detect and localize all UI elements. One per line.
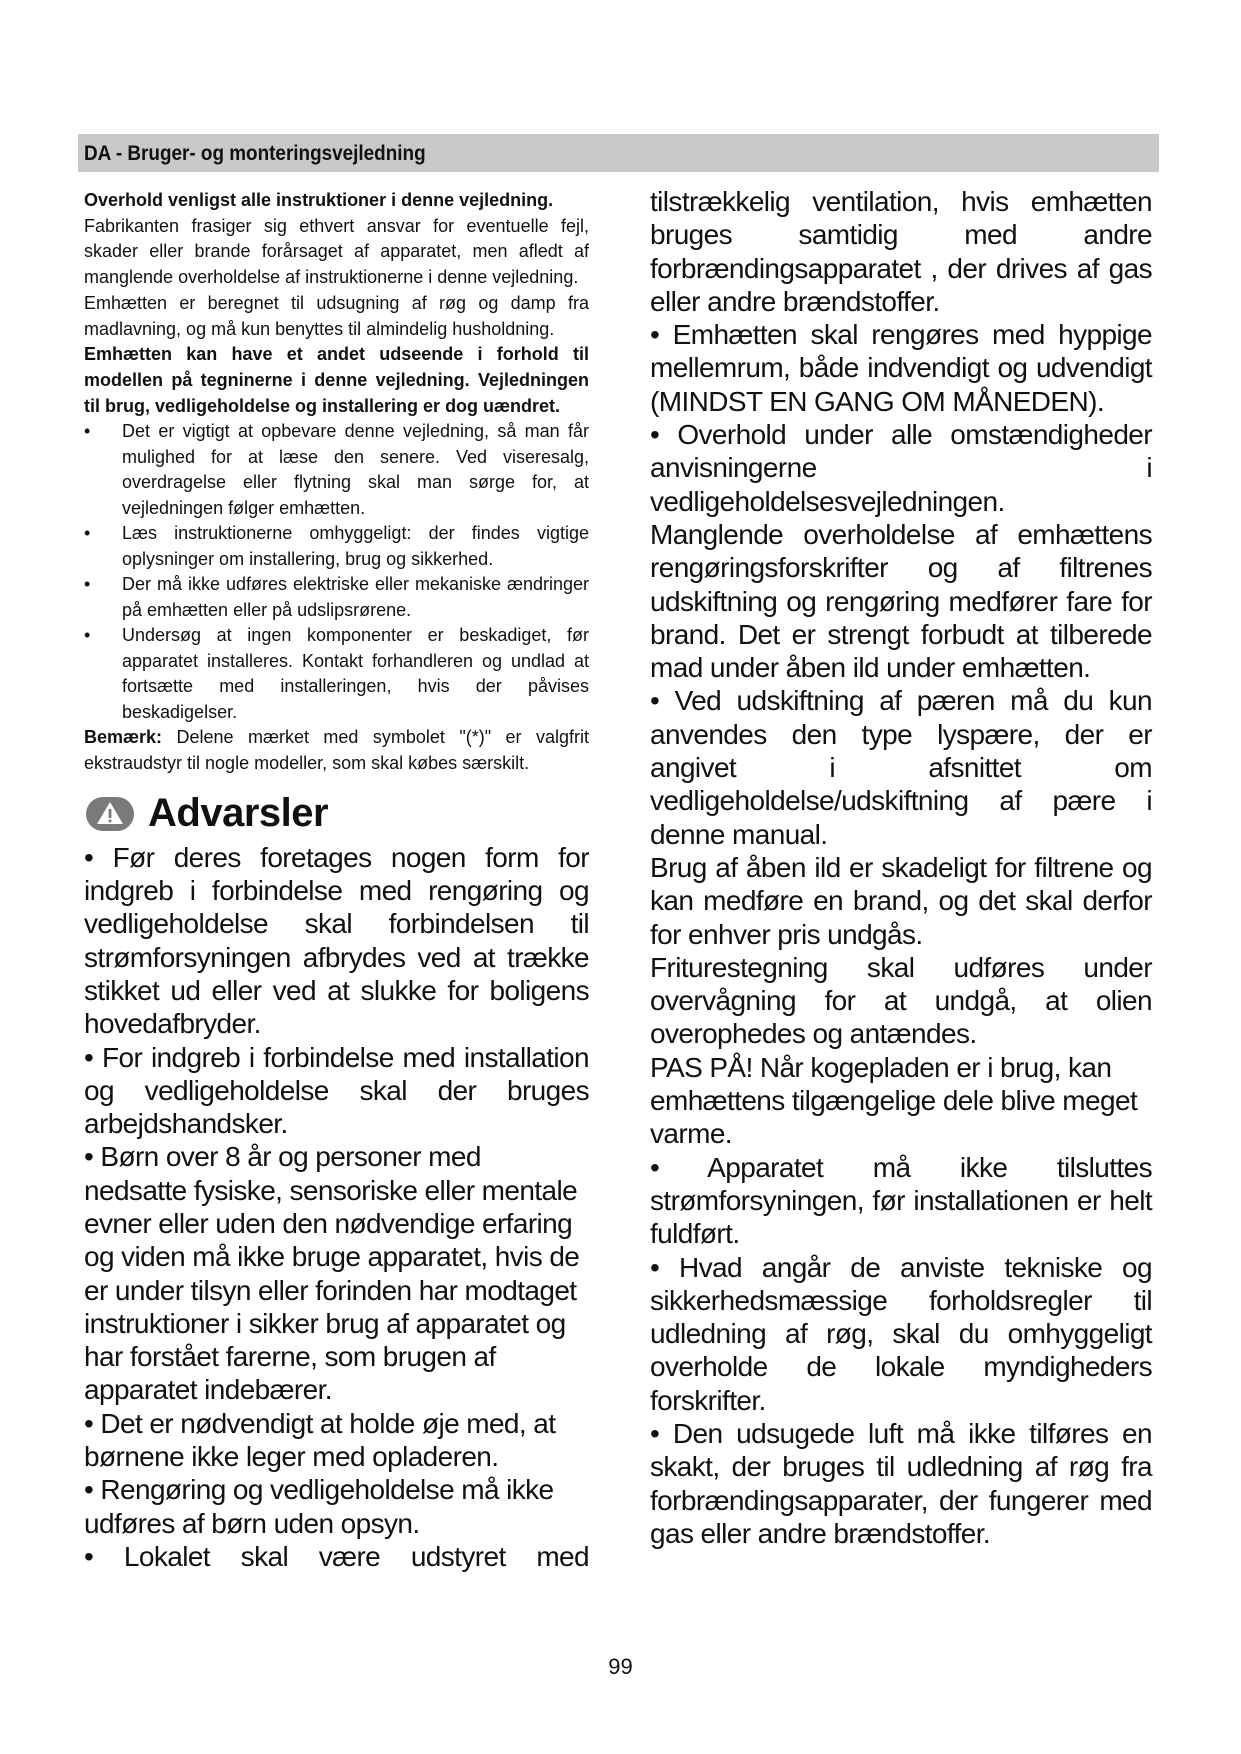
list-item: • Undersøg at ingen komponenter er beskadiget, før apparatet installeres. Kontakt forhandleren og undlad at fortsætte med installeringen, hvis der påvises beskadigelser.	[84, 623, 589, 725]
intro-paragraph-2: Emhætten er beregnet til udsugning af røg og damp fra madlavning, og må kun benyttes til almindelig husholdning.	[84, 292, 589, 339]
section-header-title: DA - Bruger- og monteringsvejledning	[84, 142, 426, 165]
paragraph: PAS PÅ! Når kogepladen er i brug, kan emhættens tilgængelige dele blive meget varme.	[650, 1051, 1138, 1150]
warning-triangle-icon	[86, 797, 134, 831]
paragraph: • Emhætten skal rengøres med hyppige mellemrum, både indvendigt og udvendigt (MINDST EN GANG OM MÅNEDEN).	[650, 319, 1152, 417]
paragraph: • Den udsugede luft må ikke tilføres en skakt, der bruges til udledning af røg fra forbrændingsapparater, der fungerer med gas eller andre brændstoffer.	[650, 1417, 1152, 1549]
list-item: • Der må ikke udføres elektriske eller mekaniske ændringer på emhætten eller på udslipsrørene.	[84, 572, 589, 623]
warning-item: • For indgreb i forbindelse med installation og vedligeholdelse skal der bruges arbejdshandsker.	[84, 1041, 589, 1140]
intro-bold: Overhold venligst alle instruktioner i denne vejledning.	[84, 190, 554, 210]
note-text: Delene mærket med symbolet "(*)" er valgfrit ekstraudstyr til nogle modeller, som skal købes særskilt.	[84, 727, 589, 774]
warning-item: • Rengøring og vedligeholdelse må ikke udføres af børn uden opsyn.	[84, 1474, 554, 1539]
right-column	[650, 185, 1152, 1550]
section-header	[78, 134, 1159, 172]
page-number: 99	[608, 1654, 633, 1679]
intro-bullet-list	[84, 419, 589, 725]
intro-paragraph-1: Fabrikanten frasiger sig ethvert ansvar for eventuelle fejl, skader eller brande forårsaget af apparatet, men afledt af manglende overholdelse af instruktionerne i denne vejledning.	[84, 215, 589, 288]
list-item: • Læs instruktionerne omhyggeligt: der findes vigtige oplysninger om installering, brug og sikkerhed.	[84, 521, 589, 572]
warning-item: • Det er nødvendigt at holde øje med, at børnene ikke leger med opladeren.	[84, 1407, 556, 1473]
warnings-title: Advarsler	[148, 791, 329, 836]
warning-item: • Før deres foretages nogen form for indgreb i forbindelse med rengøring og vedligeholdelse skal forbindelsen til strømforsyningen afbrydes ved at trække stikket ud eller ved at slukke for boligens hovedafbryder.	[84, 841, 589, 1040]
paragraph: • Apparatet må ikke tilsluttes strømforsyningen, før installationen er helt fuldført.	[650, 1151, 1152, 1250]
paragraph: Friturestegning skal udføres under overvågning for at undgå, at olien overophedes og antændes.	[650, 951, 1152, 1050]
paragraph: tilstrækkelig ventilation, hvis emhætten bruges samtidig med andre forbrændingsapparatet , der drives af gas eller andre brændstoffer.	[650, 186, 1152, 317]
warning-item: • Lokalet skal være udstyret med	[84, 1540, 589, 1572]
paragraph: • Overhold under alle omstændigheder anvisningerne i vedligeholdelsesvejledningen.	[650, 419, 1152, 517]
warnings-heading	[84, 787, 589, 841]
list-item: • Det er vigtigt at opbevare denne vejledning, så man får mulighed for at læse den senere. Ved viseresalg, overdragelse eller flytning skal man sørge for, at vejledningen følger emhætten.	[84, 419, 589, 521]
warning-item: • Børn over 8 år og personer med nedsatte fysiske, sensoriske eller mentale evner eller uden den nødvendige erfaring og viden må ikke bruge apparatet, hvis de er under tilsyn eller forinden har modtaget instruktioner i sikker brug af apparatet og har forstået farerne, som brugen af apparatet indebærer.	[84, 1141, 580, 1406]
paragraph: Brug af åben ild er skadeligt for filtrene og kan medføre en brand, og det skal derfor for enhver pris undgås.	[650, 851, 1152, 950]
paragraph: • Ved udskiftning af pæren må du kun anvendes den type lyspære, der er angivet i afsnittet om vedligeholdelse/udskiftning af pære i denne manual.	[650, 685, 1152, 850]
left-column	[84, 188, 589, 1573]
note-paragraph	[84, 725, 589, 776]
warnings-list	[84, 841, 589, 1574]
note-label: Bemærk:	[84, 727, 163, 748]
intro-bold-2: Emhætten kan have et andet udseende i forhold til modellen på tegninerne i denne vejledning. Vejledningen til brug, vedligeholdelse og installering er dog uændret.	[84, 344, 589, 416]
paragraph: • Hvad angår de anviste tekniske og sikkerhedsmæssige forholdsregler til udledning af røg, skal du omhyggeligt overholde de lokale myndigheders forskrifter.	[650, 1251, 1152, 1416]
paragraph: Manglende overholdelse af emhættens rengøringsforskrifter og af filtrenes udskiftning og rengøring medfører fare for brand. Det er strengt forbudt at tilberede mad under åben ild under emhætten.	[650, 518, 1152, 684]
